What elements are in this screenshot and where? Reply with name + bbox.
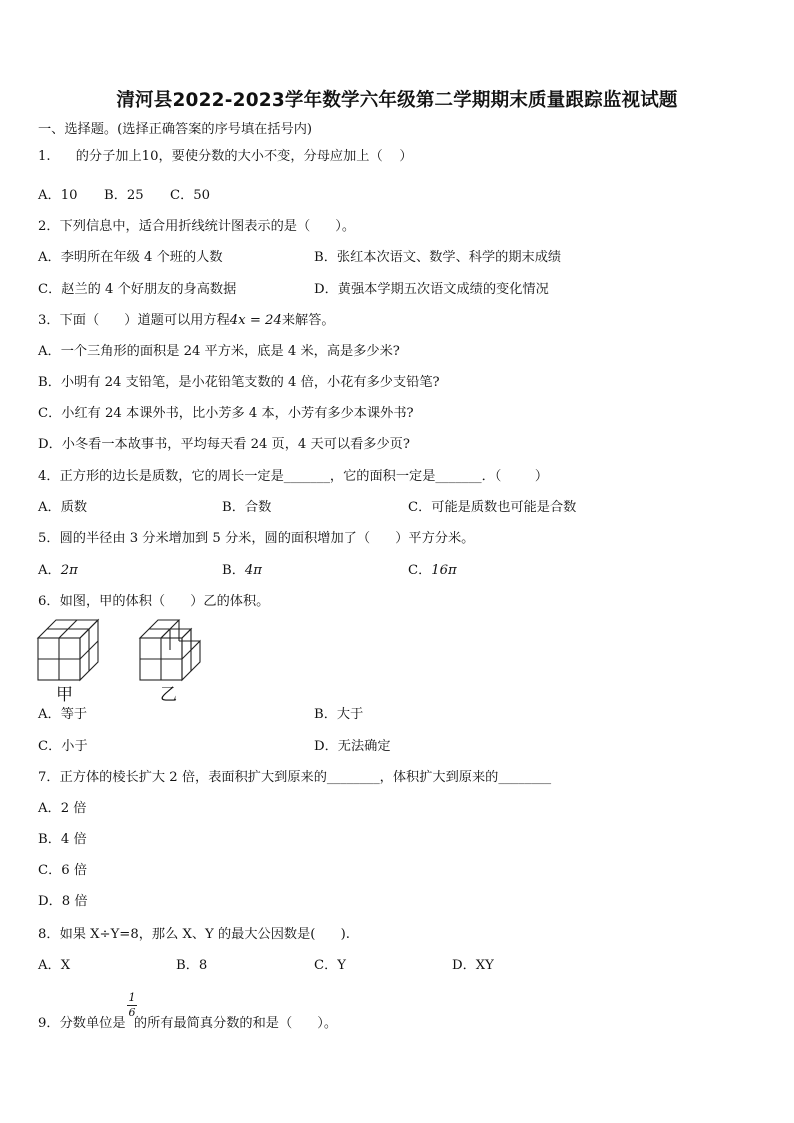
cube-figure-jia — [36, 616, 104, 684]
figure-label-yi: 乙 — [160, 685, 177, 705]
page-title: 清河县2022-2023学年数学六年级第二学期期末质量跟踪监视试题 — [116, 90, 678, 111]
question-2: 2．下列信息中，适合用折线统计图表示的是（ ）。 — [38, 219, 356, 234]
question-5: 5．圆的半径由 3 分米增加到 5 分米，圆的面积增加了（ ）平方分米。 — [38, 531, 475, 546]
q3-option-a: A．一个三角形的面积是 24 平方米，底是 4 米，高是多少米? — [38, 344, 400, 359]
q5-option-c: C．16π — [408, 563, 457, 578]
q6-option-d: D．无法确定 — [314, 739, 391, 754]
figure-label-jia: 甲 — [56, 685, 73, 705]
q6-option-c: C．小于 — [38, 739, 88, 754]
q7-option-d: D．8 倍 — [38, 894, 88, 909]
q1-option-c: C．50 — [170, 188, 211, 203]
q8-option-b: B．8 — [176, 958, 208, 973]
q7-option-a: A．2 倍 — [38, 801, 87, 816]
q1-option-b: B．25 — [104, 188, 144, 203]
question-6: 6．如图，甲的体积（ ）乙的体积。 — [38, 594, 270, 609]
q2-option-a: A．李明所在年级 4 个班的人数 — [38, 250, 223, 265]
question-9: 9．分数单位是 的所有最简真分数的和是（ ）。 — [38, 1016, 338, 1031]
q5-option-b: B．4π — [222, 563, 262, 578]
fraction-numerator: 1 — [128, 991, 136, 1004]
fraction-denominator: 6 — [128, 1006, 136, 1019]
q2-option-b: B．张红本次语文、数学、科学的期末成绩 — [314, 250, 562, 265]
q4-option-c: C．可能是质数也可能是合数 — [408, 500, 577, 515]
q5-option-a: A．2π — [38, 563, 78, 578]
q8-option-a: A．X — [38, 958, 71, 973]
q2-option-c: C．赵兰的 4 个好朋友的身高数据 — [38, 282, 237, 297]
question-text: 的分子加上10，要使分数的大小不变，分母应加上（ ） — [75, 149, 413, 164]
q4-option-b: B．合数 — [222, 500, 272, 515]
question-3: 3．下面（ ）道题可以用方程4x = 24来解答。 — [38, 313, 335, 328]
question-7: 7．正方体的棱长扩大 2 倍，表面积扩大到原来的________，体积扩大到原来的________ — [38, 770, 552, 785]
q3-option-c: C．小红有 24 本课外书，比小芳多 4 本，小芳有多少本课外书? — [38, 406, 414, 421]
q2-option-d: D．黄强本学期五次语文成绩的变化情况 — [314, 282, 549, 297]
equation: 4x = 24 — [229, 313, 282, 328]
question-number: 1. — [38, 149, 51, 164]
cube-figure-yi — [138, 616, 206, 684]
q4-option-a: A．质数 — [38, 500, 88, 515]
q3-option-b: B．小明有 24 支铅笔，是小花铅笔支数的 4 倍，小花有多少支铅笔? — [38, 375, 440, 390]
question-8: 8．如果 X÷Y=8，那么 X、Y 的最大公因数是( ). — [38, 927, 350, 942]
q7-option-c: C．6 倍 — [38, 863, 88, 878]
q7-option-b: B．4 倍 — [38, 832, 87, 847]
section-heading: 一、选择题。(选择正确答案的序号填在括号内) — [38, 122, 313, 137]
q8-option-d: D．XY — [452, 958, 494, 973]
q6-option-b: B．大于 — [314, 707, 364, 722]
q8-option-c: C．Y — [314, 958, 346, 973]
q6-option-a: A．等于 — [38, 707, 88, 722]
q1-option-a: A．10 — [38, 188, 78, 203]
question-4: 4．正方形的边长是质数，它的周长一定是_______，它的面积一定是_______．（ ） — [38, 469, 549, 484]
question-1 — [38, 148, 413, 166]
q3-option-d: D．小冬看一本故事书，平均每天看 24 页，4 天可以看多少页? — [38, 437, 410, 452]
